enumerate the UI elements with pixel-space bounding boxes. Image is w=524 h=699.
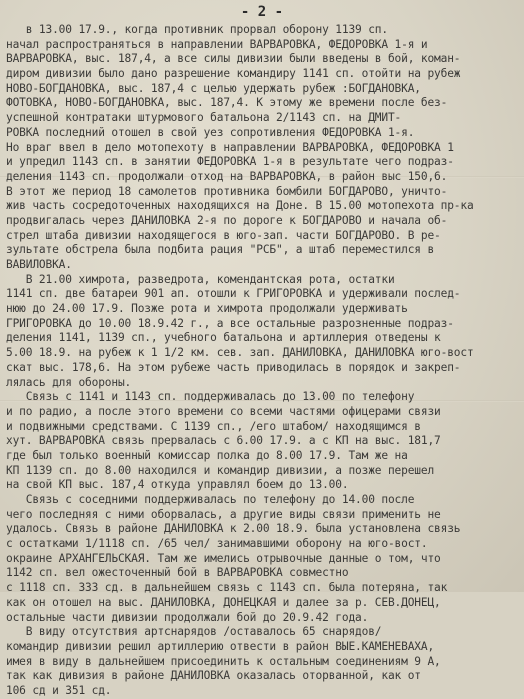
text-line: с 1118 сп. 333 сд. в дальнейшем связь с 1143 сп. была потеряна, так bbox=[6, 581, 448, 595]
text-line: чего последняя с ними оборвалась, а другие виды связи применить не bbox=[6, 507, 441, 521]
text-line: деления 1143 сп. продолжали отход на ВАРВАРОВКА, в район выс 150,6. bbox=[6, 169, 448, 183]
text-line: Связь с соседними поддерживалась по телефону до 14.00 после bbox=[6, 493, 415, 506]
text-line: нюю до 24.00 17.9. Позже рота и химрота продолжали удерживать bbox=[6, 302, 408, 316]
text-line: В 21.00 химрота, разведрота, комендантская рота, остатки bbox=[6, 272, 395, 286]
text-line: как он отошел на выс. ДАНИЛОВКА, ДОНЕЦКАЯ и далее за р. СЕВ.ДОНЕЦ, bbox=[6, 595, 441, 609]
text-line: ВАВИЛОВКА. bbox=[6, 258, 72, 271]
text-line: с остатками 1/1118 сп. /65 чел/ занимавшими оборону на юго-вост. bbox=[6, 537, 428, 551]
text-line: лялась для обороны. bbox=[6, 375, 132, 389]
text-line: командир дивизии решил артиллерию отвести в район ВЫЕ.КАМЕНЕВАХА, bbox=[6, 639, 435, 653]
text-line: РОВКА последний отошел в свой уез сопротивления ФЕДОРОВКА 1-я. bbox=[6, 125, 415, 139]
text-line: начал распространяться в направлении ВАРВАРОВКА, ФЕДОРОВКА 1-я и bbox=[6, 37, 428, 51]
text-line: жив часть сосредоточенных находящихся на Доне. В 15.00 мотопехота пр-ка bbox=[6, 199, 474, 213]
text-line: 1141 сп. две батареи 901 ап. отошли к ГРИГОРОВКА и удерживали послед- bbox=[6, 287, 461, 301]
text-line: В этот же период 18 самолетов противника бомбили БОГДАРОВО, уничто- bbox=[6, 184, 448, 198]
text-line: ГРИГОРОВКА до 10.00 18.9.42 г., а все остальные разрозненные подраз- bbox=[6, 316, 454, 330]
text-line: окраине АРХАНГЕЛЬСКАЯ. Там же имелись отрывочные данные о том, что bbox=[6, 551, 441, 565]
text-line: 5.00 18.9. на рубеж к 1 1/2 км. сев. зап. ДАНИЛОВКА, ДАНИЛОВКА юго-вост bbox=[6, 346, 474, 360]
text-line: скат выс. 178,6. На этом рубеже часть приводилась в порядок и закреп- bbox=[6, 360, 461, 374]
text-line: продвигалась через ДАНИЛОВКА 2-я по дороге к БОГДАРОВО и начала об- bbox=[6, 213, 448, 227]
text-line: в 13.00 17.9., когда противник прорвал оборону 1139 сп. bbox=[6, 23, 388, 36]
text-line: удалось. Связь в районе ДАНИЛОВКА к 2.00 18.9. была установлена связь bbox=[6, 522, 461, 536]
text-line: так как дивизия в районе ДАНИЛОВКА оказалась оторванной, как от bbox=[6, 669, 421, 683]
text-line: на свой КП выс. 187,4 откуда управлял боем до 13.00. bbox=[6, 478, 349, 492]
text-line: КП 1139 сп. до 8.00 находился и командир дивизии, а позже перешел bbox=[6, 463, 435, 477]
text-line: ВАРВАРОВКА, выс. 187,4, а все силы дивизии были введены в бой, коман- bbox=[6, 52, 461, 66]
text-line: 106 сд и 351 сд. bbox=[6, 683, 112, 697]
text-line: и по радио, а после этого времени со всеми частями офицерами связи bbox=[6, 404, 441, 418]
text-line: остальные части дивизии продолжали бой до 20.9.42 года. bbox=[6, 610, 369, 624]
text-line: 1142 сп. вел ожесточенный бой в ВАРВАРОВКА совместно bbox=[6, 566, 349, 580]
text-line: НОВО-БОГДАНОВКА, выс. 187,4 с целью удержать рубеж :БОГДАНОВКА, bbox=[6, 81, 421, 95]
text-line: стрел штаба дивизии находящегося в юго-зап. части БОГДАРОВО. В ре- bbox=[6, 228, 441, 242]
text-line: где был только военный комиссар полка до 8.00 17.9. Там же на bbox=[6, 448, 408, 462]
text-line: В виду отсутствия артснарядов /оставалось 65 снарядов/ bbox=[6, 625, 382, 639]
text-line: Но враг ввел в дело мотопехоту в направлении ВАРВАРОВКА, ФЕДОРОВКА 1 bbox=[6, 140, 454, 154]
text-line: деления 1141, 1139 сп., учебного батальона и артиллерия отведены к bbox=[6, 331, 441, 345]
text-line: ФОТОВКА, НОВО-БОГДАНОВКА, выс. 187,4. К этому же времени после без- bbox=[6, 96, 448, 110]
text-line: хут. ВАРВАРОВКА связь прервалась с 6.00 17.9. а с КП на выс. 181,7 bbox=[6, 434, 441, 448]
text-line: имея в виду в дальнейшем присоединить к остальным соединениям 9 А, bbox=[6, 654, 441, 668]
text-line: зультате обстрела была подбита рация "РСБ", а штаб переместился в bbox=[6, 243, 435, 257]
document-body bbox=[6, 23, 522, 699]
text-line: успешной контратаки штурмового батальона 2/1143 сп. на ДМИТ- bbox=[6, 111, 402, 125]
text-line: и подвижными средствами. С 1139 сп., /его штабом/ находящимся в bbox=[6, 419, 421, 433]
page-number: - 2 - bbox=[240, 4, 284, 20]
text-line: диром дивизии было дано разрешение командиру 1141 сп. отойти на рубеж bbox=[6, 67, 461, 81]
text-line: Связь с 1141 и 1143 сп. поддерживалась до 13.00 по телефону bbox=[6, 390, 415, 404]
text-line: и упредил 1143 сп. в занятии ФЕДОРОВКА 1-я в результате чего подраз- bbox=[6, 155, 454, 169]
